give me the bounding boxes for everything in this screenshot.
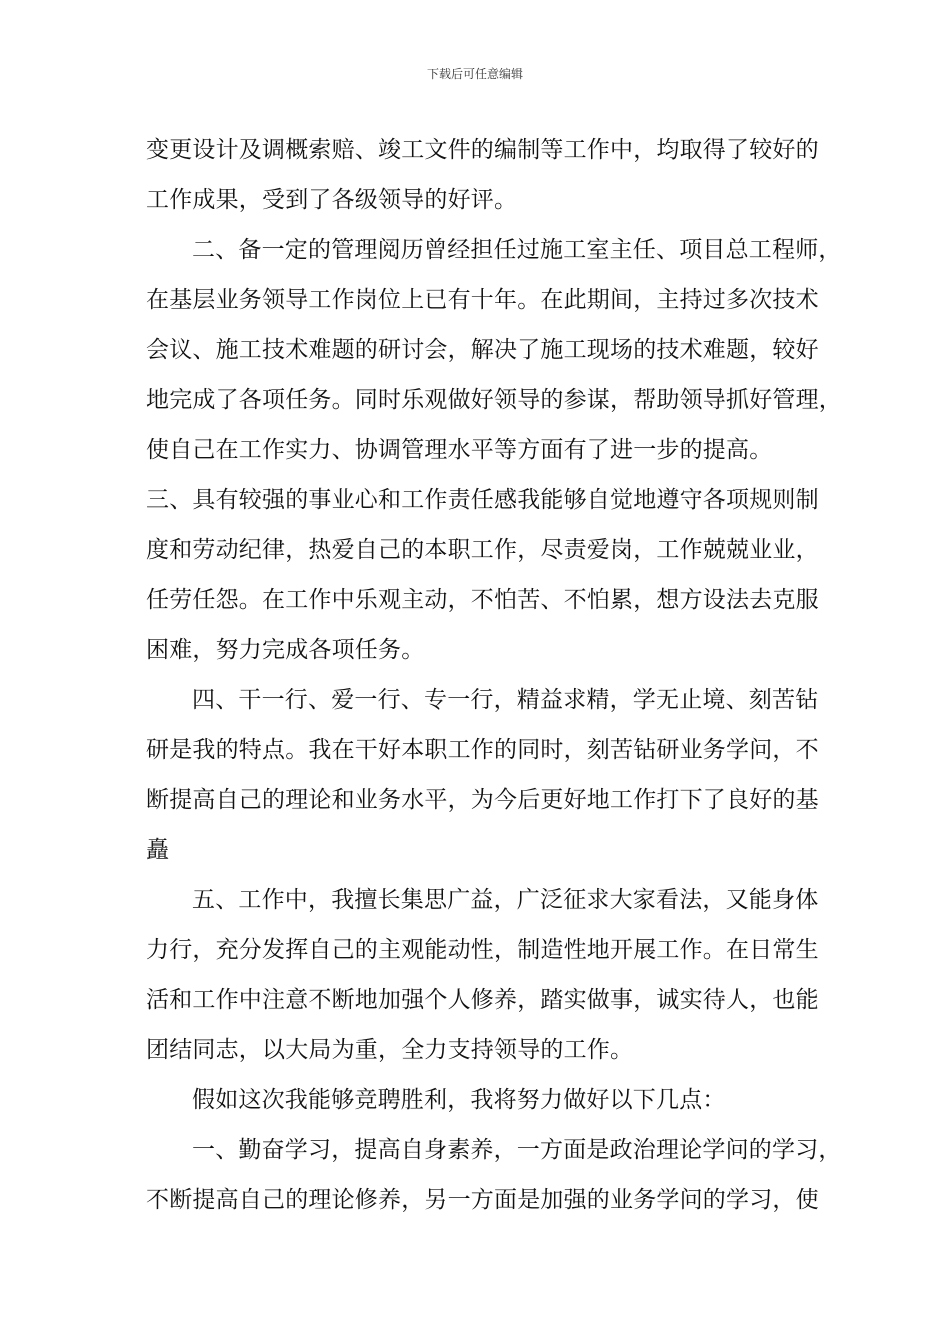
text-line: 断提高自己的理论和业务水平，为今后更好地工作打下了良好的基 bbox=[146, 787, 819, 813]
text-line: 团结同志，以大局为重，全力支持领导的工作。 bbox=[146, 1037, 634, 1063]
text-line: 三、具有较强的事业心和工作责任感我能够自觉地遵守各项规则制 bbox=[146, 487, 819, 513]
text-line: 假如这次我能够竞聘胜利，我将努力做好以下几点： bbox=[192, 1087, 726, 1113]
text-line: 矗 bbox=[146, 837, 170, 863]
text-line: 五、工作中，我擅长集思广益，广泛征求大家看法，又能身体 bbox=[192, 887, 819, 913]
text-line: 工作成果，受到了各级领导的好评。 bbox=[146, 187, 518, 213]
text-line: 度和劳动纪律，热爱自己的本职工作，尽责爱岗，工作兢兢业业， bbox=[146, 537, 819, 563]
text-line: 会议、施工技术难题的研讨会，解决了施工现场的技术难题，较好 bbox=[146, 337, 819, 363]
text-line: 任劳任怨。在工作中乐观主动，不怕苦、不怕累，想方设法去克服 bbox=[146, 587, 819, 613]
text-line: 使自己在工作实力、协调管理水平等方面有了进一步的提高。 bbox=[146, 437, 773, 463]
text-line: 地完成了各项任务。同时乐观做好领导的参谋，帮助领导抓好管理， bbox=[146, 387, 842, 413]
text-line: 力行，充分发挥自己的主观能动性，制造性地开展工作。在日常生 bbox=[146, 937, 819, 963]
text-line: 困难，努力完成各项任务。 bbox=[146, 637, 425, 663]
page-header: 下载后可任意编辑 bbox=[426, 67, 523, 81]
text-line: 研是我的特点。我在干好本职工作的同时，刻苦钻研业务学问，不 bbox=[146, 737, 819, 763]
text-line: 在基层业务领导工作岗位上已有十年。在此期间，主持过多次技术 bbox=[146, 287, 819, 313]
text-line: 一、勤奋学习，提高自身素养，一方面是政治理论学问的学习， bbox=[192, 1137, 842, 1163]
text-line: 变更设计及调概索赔、竣工文件的编制等工作中，均取得了较好的 bbox=[146, 137, 819, 163]
text-line: 二、备一定的管理阅历曾经担任过施工室主任、项目总工程师， bbox=[192, 237, 842, 263]
text-line: 不断提高自己的理论修养，另一方面是加强的业务学问的学习，使 bbox=[146, 1187, 819, 1213]
text-line: 活和工作中注意不断地加强个人修养，踏实做事，诚实待人，也能 bbox=[146, 987, 819, 1013]
text-line: 四、干一行、爱一行、专一行，精益求精，学无止境、刻苦钻 bbox=[192, 687, 819, 713]
